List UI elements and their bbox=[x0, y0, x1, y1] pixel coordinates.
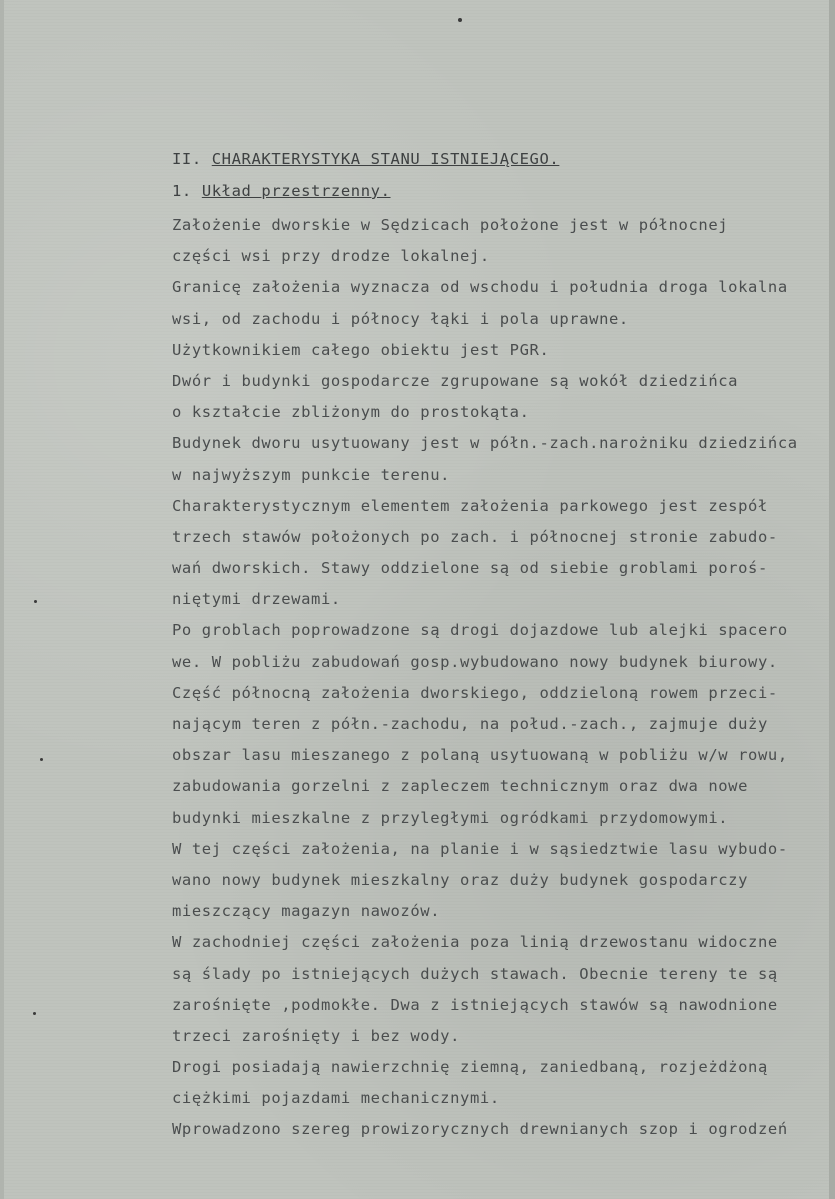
section-heading bbox=[172, 150, 822, 168]
text-line: mieszczący magazyn nawozów. bbox=[172, 902, 441, 921]
text-line: w najwyższym punkcie terenu. bbox=[172, 465, 451, 484]
text-line: Dwór i budynki gospodarcze zgrupowane są wokół dziedzińca bbox=[172, 371, 739, 390]
text-line: niętymi drzewami. bbox=[172, 590, 341, 609]
page-left-edge bbox=[0, 0, 4, 1199]
text-line: są ślady po istniejących dużych stawach. Obecnie tereny te są bbox=[172, 964, 778, 983]
text-line: ciężkimi pojazdami mechanicznymi. bbox=[172, 1089, 500, 1108]
text-line: zarośnięte ,podmokłe. Dwa z istniejących stawów są nawodnione bbox=[172, 995, 778, 1014]
paper-speck bbox=[33, 1012, 36, 1015]
text-line: części wsi przy drodze lokalnej. bbox=[172, 247, 490, 266]
text-line: W tej części założenia, na planie i w sąsiedztwie lasu wybudo- bbox=[172, 839, 788, 858]
subsection-title: Układ przestrzenny. bbox=[201, 182, 391, 200]
body-text bbox=[172, 210, 822, 1146]
section-title: CHARAKTERYSTYKA STANU ISTNIEJĄCEGO. bbox=[211, 150, 560, 168]
subsection-heading bbox=[172, 182, 822, 200]
text-line: Po groblach poprowadzone są drogi dojazdowe lub alejki spacero bbox=[172, 621, 788, 640]
text-line: obszar lasu mieszanego z polaną usytuowaną w pobliżu w/w rowu, bbox=[172, 746, 788, 765]
text-line: Granicę założenia wyznacza od wschodu i południa droga lokalna bbox=[172, 278, 788, 297]
text-line: trzeci zarośnięty i bez wody. bbox=[172, 1026, 461, 1045]
text-line: Drogi posiadają nawierzchnię ziemną, zaniedbaną, rozjeżdżoną bbox=[172, 1058, 768, 1077]
subsection-number: 1. bbox=[172, 182, 192, 200]
text-line: Użytkownikiem całego obiektu jest PGR. bbox=[172, 340, 550, 359]
text-line: trzech stawów położonych po zach. i północnej stronie zabudo- bbox=[172, 527, 778, 546]
text-line: Założenie dworskie w Sędzicach położone jest w północnej bbox=[172, 216, 729, 234]
text-line: budynki mieszkalne z przyległymi ogródkami przydomowymi. bbox=[172, 808, 729, 827]
text-line: wsi, od zachodu i północy łąki i pola uprawne. bbox=[172, 309, 629, 328]
text-line: W zachodniej części założenia poza linią drzewostanu widoczne bbox=[172, 933, 778, 952]
paper-speck bbox=[40, 758, 43, 761]
text-line: wano nowy budynek mieszkalny oraz duży budynek gospodarczy bbox=[172, 870, 749, 889]
text-line: zabudowania gorzelni z zapleczem technicznym oraz dwa nowe bbox=[172, 777, 749, 796]
text-line: Charakterystycznym elementem założenia parkowego jest zespół bbox=[172, 496, 768, 515]
text-line: we. W pobliżu zabudowań gosp.wybudowano nowy budynek biurowy. bbox=[172, 652, 778, 671]
text-line: Wprowadzono szereg prowizorycznych drewnianych szop i ogrodzeń bbox=[172, 1120, 788, 1139]
text-line: nającym teren z półn.-zachodu, na połud.-zach., zajmuje duży bbox=[172, 715, 768, 733]
text-line: Część północną założenia dworskiego, oddzieloną rowem przeci- bbox=[172, 683, 778, 702]
paper-speck bbox=[34, 600, 37, 603]
text-line: Budynek dworu usytuowany jest w półn.-zach.narożniku dziedzińca bbox=[172, 434, 798, 453]
text-line: wań dworskich. Stawy oddzielone są od siebie groblami poroś- bbox=[172, 559, 768, 578]
section-number: II. bbox=[172, 150, 202, 168]
paper-speck bbox=[458, 18, 462, 22]
page-right-edge bbox=[829, 0, 835, 1199]
text-line: o kształcie zbliżonym do prostokąta. bbox=[172, 403, 530, 422]
typed-document bbox=[172, 150, 822, 1146]
